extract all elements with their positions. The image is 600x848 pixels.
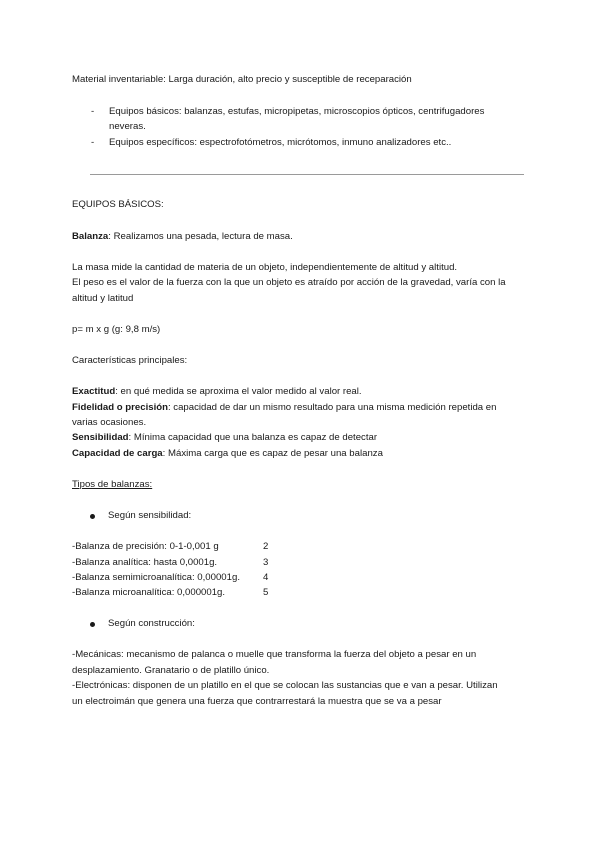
characteristic-term: Capacidad de carga — [72, 448, 163, 459]
construction-bullet: Según construcción: — [108, 618, 195, 629]
characteristic-text: : capacidad de dar un mismo resultado para una misma medición repetida en — [167, 402, 497, 413]
bullet-dot-icon — [90, 514, 95, 519]
construction-line: -Mecánicas: mecanismo de palanca o muelle que transforma la fuerza del objeto a pesar en un — [72, 649, 477, 660]
list-bullet: - — [91, 106, 95, 117]
characteristics-title: Características principales: — [72, 355, 188, 366]
list-item-basic-cont: neveras. — [109, 121, 146, 132]
types-title: Tipos de balanzas: — [72, 479, 153, 490]
bullet-dot-icon — [90, 622, 95, 627]
balance-number: 5 — [263, 587, 269, 598]
characteristic-item — [72, 448, 383, 460]
characteristic-text: : Máxima carga que es capaz de pesar una balanza — [162, 448, 383, 459]
construction-line: -Electrónicas: disponen de un platillo en el que se colocan las sustancias que e van a pesar. Utilizan — [72, 680, 498, 691]
sensitivity-bullet: Según sensibilidad: — [108, 510, 192, 521]
intro-line: Material inventariable: Larga duración, alto precio y susceptible de receparación — [72, 74, 412, 85]
list-bullet: - — [91, 137, 95, 148]
balance-row: -Balanza microanalítica: 0,000001g. — [72, 587, 226, 598]
balance-row: -Balanza analítica: hasta 0,0001g. — [72, 557, 218, 568]
paragraph-line: altitud y latitud — [72, 293, 134, 304]
balance-number: 3 — [263, 557, 269, 568]
characteristic-item — [72, 432, 377, 444]
paragraph-line: La masa mide la cantidad de materia de un objeto, independientemente de altitud y altitud. — [72, 262, 458, 273]
characteristic-item — [72, 386, 362, 398]
characteristic-term: Sensibilidad — [72, 432, 129, 443]
list-item-basic: Equipos básicos: balanzas, estufas, micropipetas, microscopios ópticos, centrifugadores — [109, 106, 485, 117]
characteristic-text: : Mínima capacidad que una balanza es capaz de detectar — [128, 432, 378, 443]
list-item-specific: Equipos específicos: espectrofotómetros, micrótomos, inmuno analizadores etc.. — [109, 137, 452, 148]
construction-line: un electroimán que genera una fuerza que contrarrestará la muestra que se va a pesar — [72, 696, 442, 707]
balanza-text: : Realizamos una pesada, lectura de masa. — [108, 231, 293, 242]
characteristic-term: Exactitud — [72, 386, 116, 397]
balance-row: -Balanza de precisión: 0-1-0,001 g — [72, 541, 219, 552]
balance-row: -Balanza semimicroanalítica: 0,00001g. — [72, 572, 240, 583]
horizontal-divider — [90, 174, 524, 175]
construction-line: desplazamiento. Granatario o de platillo único. — [72, 665, 270, 676]
section-title: EQUIPOS BÁSICOS: — [72, 199, 164, 210]
characteristic-item — [72, 402, 496, 414]
balanza-definition — [72, 231, 293, 243]
characteristic-term: Fidelidad o precisión — [72, 402, 168, 413]
formula: p= m x g (g: 9,8 m/s) — [72, 324, 161, 335]
characteristic-text: : en qué medida se aproxima el valor medido al valor real. — [115, 386, 362, 397]
balanza-term: Balanza — [72, 231, 109, 242]
balance-number: 2 — [263, 541, 269, 552]
balance-number: 4 — [263, 572, 269, 583]
characteristic-item-cont: varias ocasiones. — [72, 417, 147, 428]
paragraph-line: El peso es el valor de la fuerza con la que un objeto es atraído por acción de la gravedad, varía con la — [72, 277, 506, 288]
